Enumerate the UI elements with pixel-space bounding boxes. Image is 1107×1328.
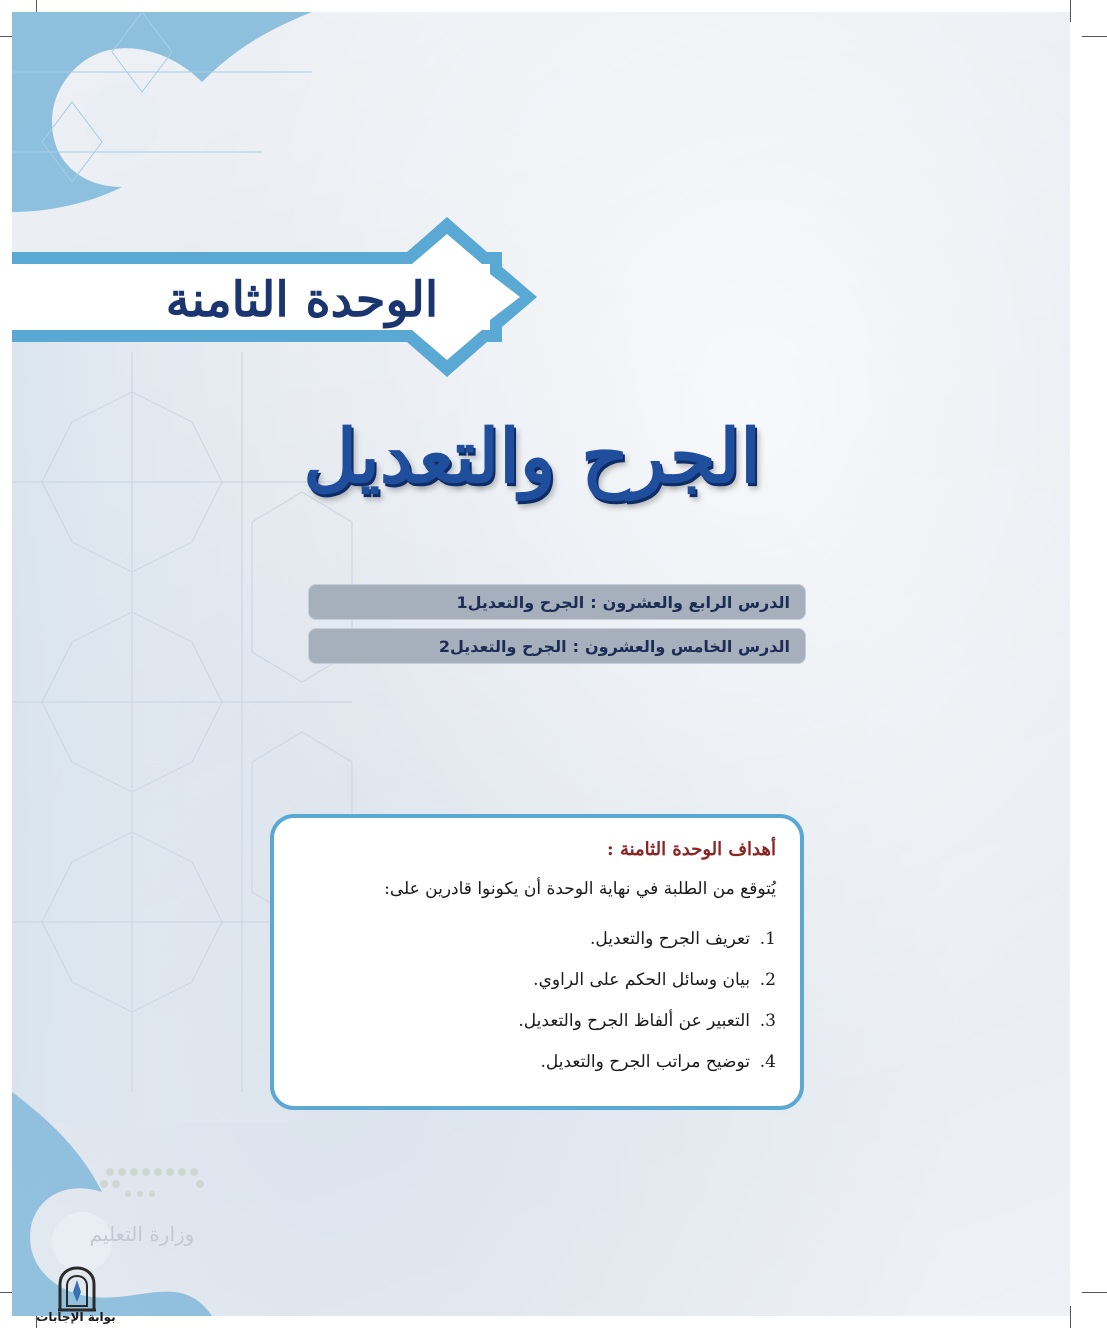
- lesson-name: الدرس الخامس والعشرون: [584, 636, 790, 656]
- goal-number: 4.: [759, 1051, 776, 1072]
- lesson-item[interactable]: [308, 584, 806, 620]
- unit-main-title: الجرح والتعديل: [303, 414, 761, 500]
- goal-list-item: [298, 1041, 776, 1082]
- goals-title: أهداف الوحدة الثامنة :: [607, 839, 776, 860]
- goal-list-item: [298, 1000, 776, 1041]
- portal-label: بوابة الإجابات: [36, 1310, 116, 1324]
- goal-text: تعريف الجرح والتعديل.: [589, 928, 750, 949]
- portal-logo-icon: [56, 1266, 98, 1312]
- lesson-separator: :: [590, 592, 597, 612]
- lesson-separator: :: [572, 636, 579, 656]
- unit-goals-box: [270, 814, 804, 1110]
- goal-number: 2.: [759, 969, 776, 990]
- lesson-topic: الجرح والتعديل2: [438, 636, 567, 656]
- lesson-topic: الجرح والتعديل1: [456, 592, 585, 612]
- crop-mark: [1070, 1306, 1071, 1328]
- goal-list-item: [298, 959, 776, 1000]
- unit-label: الوحدة الثامنة: [165, 272, 439, 328]
- goal-number: 3.: [759, 1010, 776, 1031]
- crop-mark: [1070, 0, 1071, 22]
- goal-list-item: [298, 918, 776, 959]
- crop-mark: [1082, 36, 1107, 37]
- goals-intro: يُتوقع من الطلبة في نهاية الوحدة أن يكونوا قادرين على:: [384, 879, 776, 899]
- goal-number: 1.: [759, 928, 776, 949]
- lesson-item[interactable]: [308, 628, 806, 664]
- page: [12, 12, 1070, 1324]
- goal-text: بيان وسائل الحكم على الراوي.: [533, 969, 750, 990]
- lesson-name: الدرس الرابع والعشرون: [602, 592, 790, 612]
- goal-text: توضيح مراتب الجرح والتعديل.: [540, 1051, 750, 1072]
- ministry-watermark-text: وزارة التعليم: [89, 1222, 195, 1246]
- islamic-pattern-decoration: [12, 12, 352, 1316]
- crop-mark: [1082, 1292, 1107, 1293]
- goal-text: التعبير عن ألفاظ الجرح والتعديل.: [518, 1010, 750, 1031]
